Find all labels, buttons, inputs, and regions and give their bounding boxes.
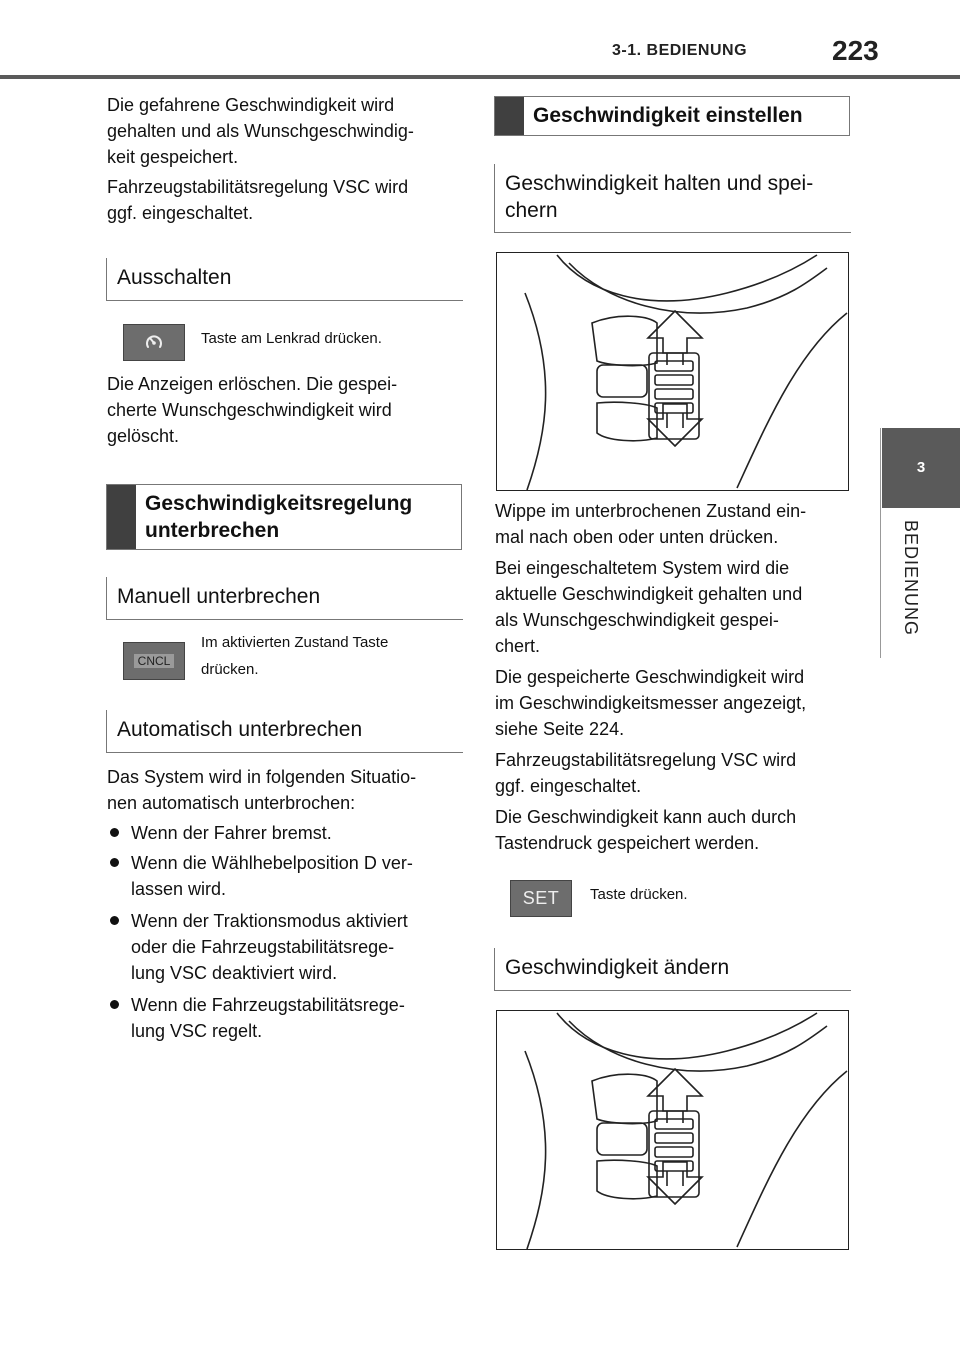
list-item: Wenn der Fahrer bremst.	[131, 823, 332, 843]
steering-wheel-rocker-illustration	[497, 253, 848, 490]
bullet-dot	[110, 858, 119, 867]
list-item: Wenn der Traktionsmodus aktiviert oder die Fahrzeugstabilitätsrege- lung VSC deaktiviert wird.	[131, 911, 408, 983]
heading-bar	[495, 97, 524, 135]
cncl-note: Im aktivierten Zustand Taste drücken.	[201, 634, 389, 678]
steering-wheel-rocker-illustration	[497, 1011, 848, 1249]
set-note: Taste drücken.	[590, 886, 688, 903]
side-rule	[880, 428, 881, 658]
off-button-note: Taste am Lenkrad drücken.	[201, 330, 382, 347]
list-item: Wenn die Fahrzeugstabilitätsrege- lung VSC regelt.	[131, 995, 405, 1041]
chapter-number: 3	[916, 459, 926, 476]
off-heading: Ausschalten	[106, 258, 463, 301]
list-item: Wenn die Wählhebelposition D ver- lassen wird.	[131, 853, 413, 899]
bullet-dot	[110, 828, 119, 837]
vsc-paragraph: Fahrzeugstabilitätsregelung VSC wird ggf. eingeschaltet.	[107, 177, 409, 223]
cruise-control-icon	[143, 332, 165, 354]
header-rule	[0, 75, 960, 79]
change-heading: Geschwindigkeit ändern	[494, 948, 851, 991]
hold-heading: Geschwindigkeit halten und spei- chern	[494, 164, 851, 233]
auto-heading: Automatisch unterbrechen	[106, 710, 463, 753]
manual-heading: Manuell unterbrechen	[106, 577, 463, 620]
heading-bar	[107, 485, 136, 549]
bullet-dot	[110, 1000, 119, 1009]
set-button: SET	[510, 880, 572, 917]
rocker-illustration	[496, 252, 849, 491]
section-label: 3-1. BEDIENUNG	[612, 42, 748, 59]
set-heading: Geschwindigkeit einstellen	[494, 96, 850, 136]
page-number: 223	[832, 35, 879, 66]
cruise-control-button	[123, 324, 185, 361]
hold-paragraph: Wippe im unterbrochenen Zustand ein- mal nach oben oder unten drücken. Bei eingeschaltetem System wird die aktuelle Geschwindigkeit gehalten und als Wunschgeschwindigkeit gespei- chert. Die gespeicherte Geschwindigkeit wird im Geschwindigkeitsmesser angezeigt, siehe Seite 224. Fahrzeugstabilitätsregelung VSC wird ggf. eingeschaltet. Die Geschwindigkeit kann auch durch Tastendruck gespeichert werden.	[495, 501, 807, 853]
cncl-button: CNCL	[123, 642, 185, 680]
auto-intro: Das System wird in folgenden Situatio- nen automatisch unterbrochen:	[107, 767, 417, 813]
rocker-illustration-2	[496, 1010, 849, 1250]
chapter-label: BEDIENUNG	[901, 520, 921, 637]
interrupt-heading: Geschwindigkeitsregelung unterbrechen	[106, 484, 462, 550]
bullet-dot	[110, 916, 119, 925]
off-result-paragraph: Die Anzeigen erlöschen. Die gespei- cherte Wunschgeschwindigkeit wird gelöscht.	[107, 374, 398, 446]
intro-paragraph: Die gefahrene Geschwindigkeit wird gehalten und als Wunschgeschwindig- keit gespeichert.	[107, 95, 414, 167]
